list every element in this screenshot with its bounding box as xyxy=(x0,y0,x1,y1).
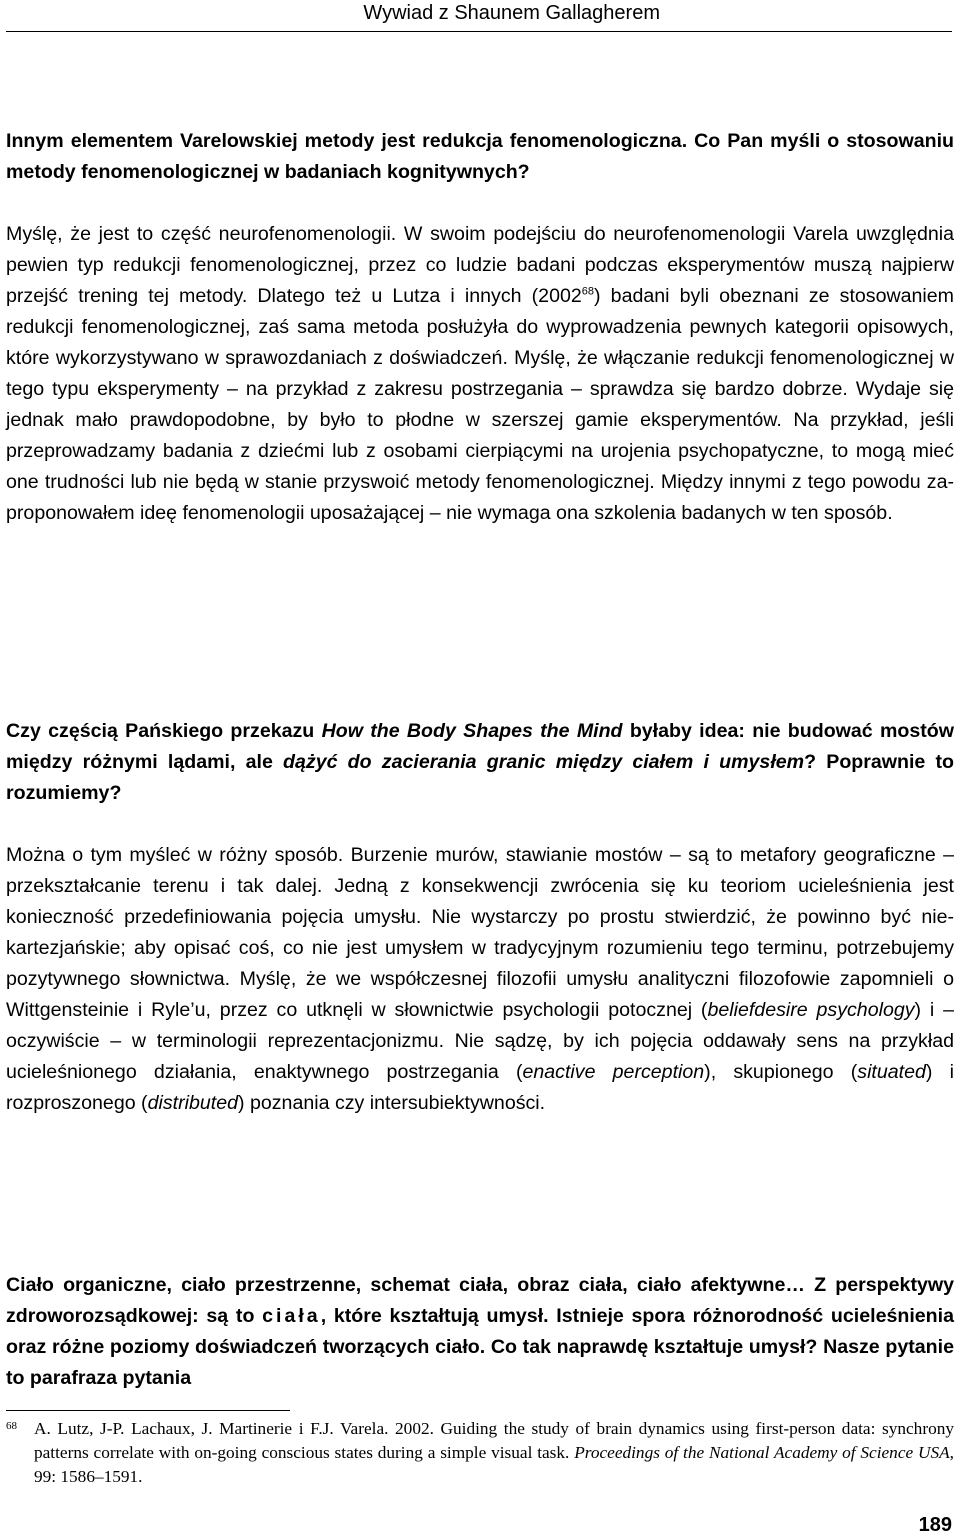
question-3 xyxy=(6,1270,954,1394)
term-belief-desire: beliefdesire psychology xyxy=(707,999,915,1021)
answer-1-text-b: ) badani byli obeznani ze stosowaniem redukcji fenomenologicznej, zaś sama metoda posłużyła do wyprowadzenia pewnych kategorii opisowych, które wykorzystywano w sprawozdaniach z doświadczeń. Myślę, że włączanie redukcji fenomenologicznej w tego typu eksperymenty – na przykład z zakresu postrzegania – sprawdza się bardzo dobrze. Wydaje się jednak mało prawdopodobne, by było to płodne w szerszej gamie eksperymentów. Na przykład, jeśli przeprowadzamy badania z dziećmi lub z osobami cierpiącymi na urojenia psychopatyczne, to mogą mieć one trudności lub nie będą w stanie przyswoić metody fenomenologicznej. Między innymi z tego powodu zaproponowałem ideę fenomenologii uposażającej – nie wymaga ona szkolenia badanych w ten sposób. xyxy=(6,285,954,524)
answer-2-text-d: ) i rozproszonego ( xyxy=(6,1061,954,1114)
answer-1-text-a: Myślę, że jest to część neurofenomenologii. W swoim podejściu do neurofenomenologii Varela uwzględnia pewien typ redukcji fenomenologicznej, przez co ludzie badani podczas eksperymentów muszą najpierw przejść trening tej metody. Dlatego też u Lutza i innych (2002 xyxy=(6,223,954,307)
question-3-text-b: , które kształtują umysł. Istnieje spora różnorodność ucieleśnienia oraz różne poziomy doświadczeń tworzących ciało. Co tak naprawdę kształtuje umysł? Nasze pytanie to parafraza pytania xyxy=(6,1305,954,1389)
answer-2-text-a: Można o tym myśleć w różny sposób. Burzenie murów, stawianie mostów – są to metafory geograficzne – przekształcanie terenu i tak dalej. Jedną z konsekwencji zwrócenia się ku teoriom ucieleśnienia jest konieczność przedefiniowania pojęcia umysłu. Nie wystarczy po prostu stwierdzić, że powinno być nie-kartezjańskie; aby opisać coś, co nie jest umysłem w tradycyjnym rozumieniu tego terminu, potrzebujemy pozytywnego słownictwa. Myślę, że we współczesnej filozofii umysłu analityczni filozofowie zapomnieli o Wittgensteinie i Ryle’u, przez co utknęli w słownictwie psychologii potocznej ( xyxy=(6,844,954,1021)
answer-2-text-b: ) i – oczywiście – w terminologii reprezentacjonizmu. Nie sądzę, by ich pojęcia oddawały sens na przykład ucieleśnionego działania, enaktywnego postrzegania ( xyxy=(6,999,954,1083)
term-enactive-perception: enactive perception xyxy=(522,1061,705,1083)
footnote-68 xyxy=(6,1417,954,1489)
question-2-text-a: Czy częścią Pańskiego przekazu xyxy=(6,720,322,742)
footnote-ref-68[interactable]: 68 xyxy=(581,285,595,298)
footnote-text xyxy=(6,1417,954,1489)
question-2-text-b: byłaby idea: nie budować mostów między różnymi lądami, ale xyxy=(6,720,955,773)
question-2-text-c: ? Poprawnie to rozumiemy? xyxy=(6,751,954,804)
answer-2 xyxy=(6,840,954,1119)
answer-2-text-c: ), skupionego ( xyxy=(704,1061,858,1083)
page-number: 189 xyxy=(918,1514,952,1536)
book-title: How the Body Shapes the Mind xyxy=(321,720,623,742)
spaced-emphasis: ciała xyxy=(262,1305,321,1327)
question-2-emphasis: dążyć do zacierania granic między ciałem i umysłem xyxy=(283,751,805,773)
footnote-number: 68 xyxy=(6,1420,17,1432)
term-distributed: distributed xyxy=(147,1092,238,1114)
footnote-rule xyxy=(6,1410,290,1411)
footnote-text-b: , 99: 1586–1591. xyxy=(34,1443,954,1486)
term-situated: situated xyxy=(857,1061,926,1083)
question-3-text-a: Ciało organiczne, ciało przestrzenne, schemat ciała, obraz ciała, ciało afektywne… Z perspektywy zdroworozsądkowej: są to xyxy=(6,1274,954,1327)
question-1: Innym elementem Varelowskiej metody jest redukcja fenomenologiczna. Co Pan myśli o stosowaniu metody fenomenologicznej w badaniach kognitywnych? xyxy=(6,130,954,183)
journal-title: Proceedings of the National Academy of Science USA xyxy=(574,1443,950,1462)
running-header: Wywiad z Shaunem Gallagherem xyxy=(363,2,660,24)
footnote-text-a: A. Lutz, J-P. Lachaux, J. Martinerie i F.J. Varela. 2002. Guiding the study of brain dynamics using first-person data: synchrony patterns correlate with on-going conscious states during a simple visual task. xyxy=(34,1419,954,1462)
question-2 xyxy=(6,716,954,809)
header-rule xyxy=(6,31,952,32)
answer-1 xyxy=(6,219,954,529)
answer-2-text-e: ) poznania czy intersubiektywności. xyxy=(238,1092,546,1114)
